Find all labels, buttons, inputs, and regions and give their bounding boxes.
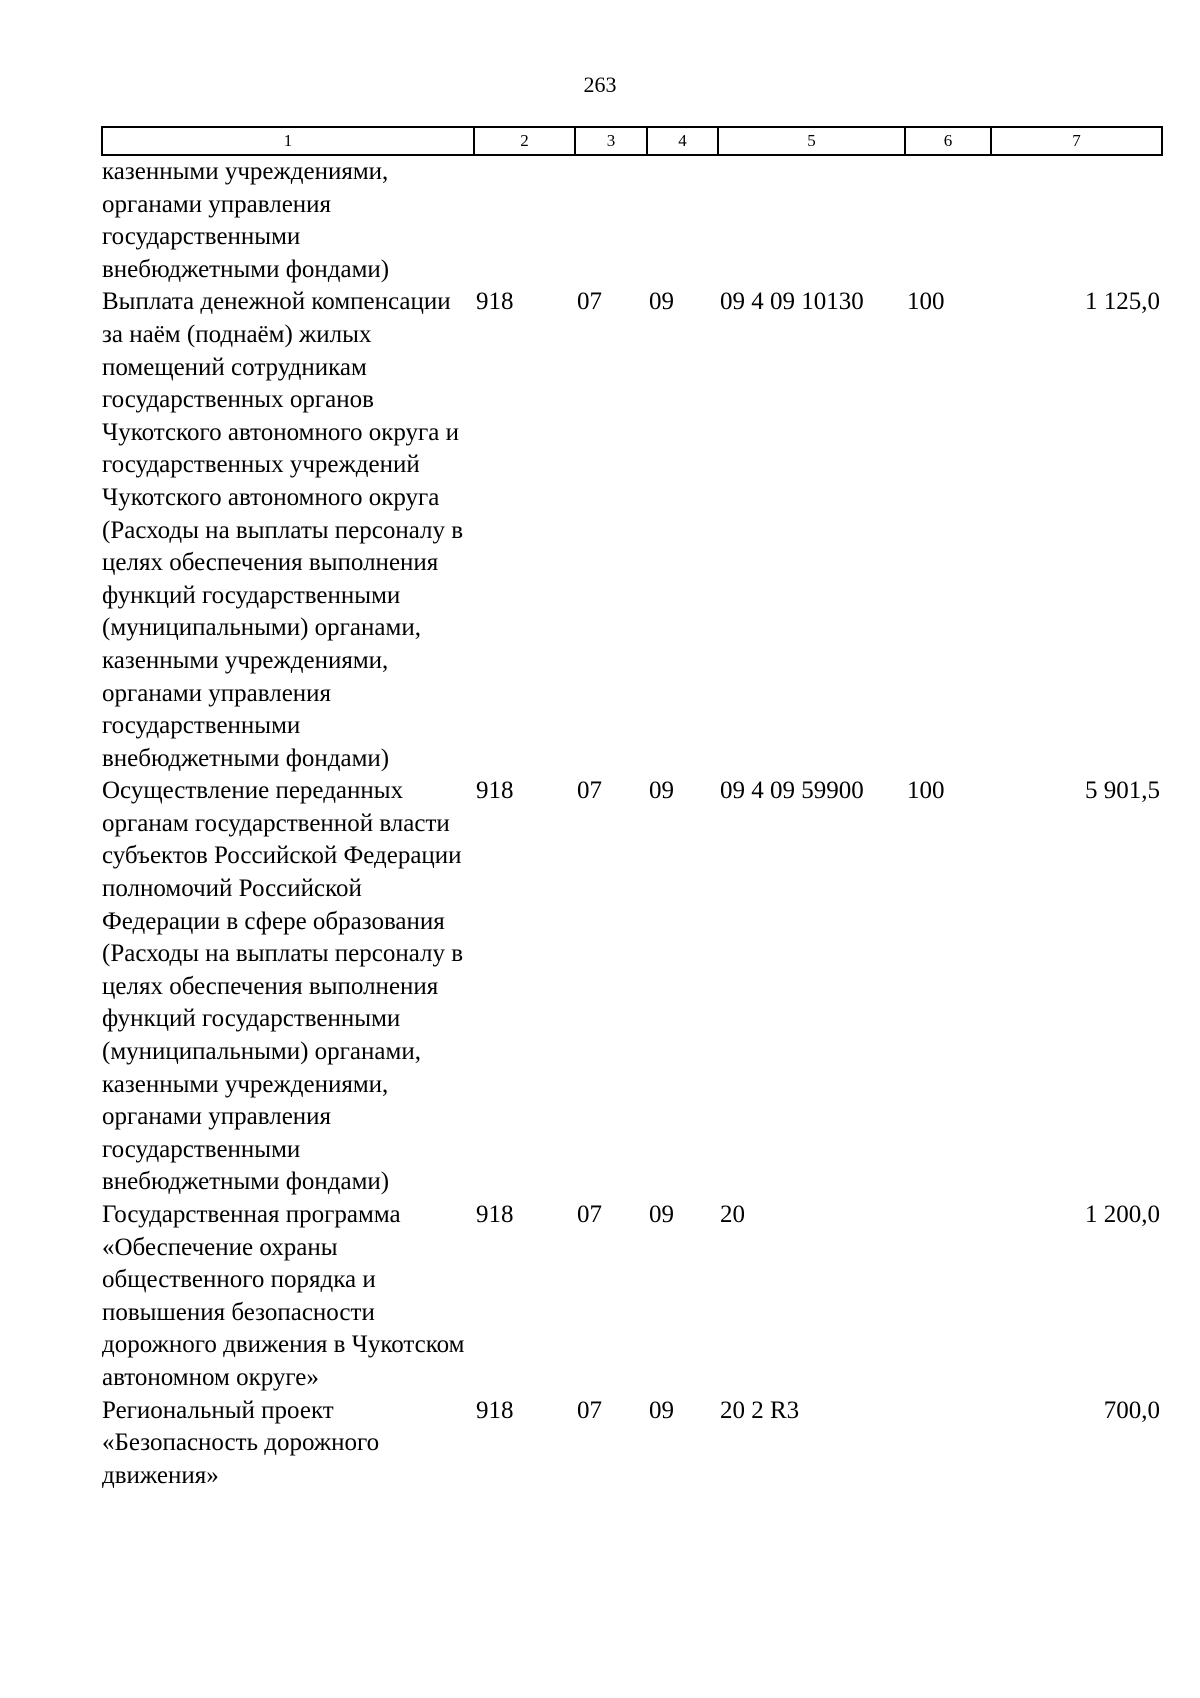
row-expense-type — [905, 1199, 991, 1395]
row-target-article: 20 2 R3 — [720, 1396, 800, 1424]
row-section-code: 07 — [577, 288, 602, 316]
row-description: Выплата денежной компенсации за наём (поднаём) жилых помещений сотрудникам государственных органов Чукотского автономного округа и государственных учреждений Чукотского автономного округа (Расходы на выплаты персоналу в целях обеспечения выполнения функций государственными (муниципальными) органами, казенными учреждениями, органами управления государственными внебюджетными фондами) — [102, 288, 464, 772]
row-section-code: 07 — [577, 1201, 602, 1228]
column-header-1: 1 — [102, 127, 474, 155]
row-target-article: 09 4 09 10130 — [720, 288, 864, 316]
column-header-7: 7 — [991, 127, 1162, 155]
row-section-code — [575, 155, 647, 286]
table-row — [102, 286, 1162, 775]
row-subsection-code: 09 — [649, 288, 674, 316]
table-header — [102, 127, 1162, 155]
row-target-article: 09 4 09 59900 — [720, 777, 864, 805]
table-row — [102, 1395, 1162, 1493]
row-subsection-code: 09 — [649, 777, 674, 805]
row-description: Государственная программа «Обеспечение охраны общественного порядка и повышения безопасности дорожного движения в Чукотском автономном округе» — [102, 1201, 465, 1391]
table-row — [102, 775, 1162, 1199]
row-subsection-code — [647, 155, 718, 286]
row-target-article: 20 — [720, 1201, 745, 1228]
column-header-3: 3 — [575, 127, 647, 155]
column-header-6: 6 — [905, 127, 991, 155]
budget-table — [101, 126, 1163, 1492]
row-expense-type — [905, 1395, 991, 1493]
row-subsection-code: 09 — [649, 1201, 674, 1228]
row-amount: 5 901,5 — [1085, 777, 1160, 805]
row-ministry-code — [474, 155, 575, 286]
row-expense-type: 100 — [907, 288, 945, 316]
page-number: 263 — [583, 72, 617, 97]
table-row — [102, 155, 1162, 286]
row-ministry-code: 918 — [476, 288, 514, 316]
row-amount: 1 200,0 — [1085, 1201, 1160, 1228]
row-amount: 1 125,0 — [1085, 288, 1160, 316]
row-section-code: 07 — [577, 777, 602, 805]
table-header-row — [102, 127, 1162, 155]
row-section-code: 07 — [577, 1396, 602, 1424]
row-amount — [991, 155, 1162, 286]
row-description: казенными учреждениями, органами управления государственными внебюджетными фондами) — [102, 158, 390, 283]
table-body — [102, 155, 1162, 1492]
row-description: Региональный проект «Безопасность дорожного движения» — [102, 1396, 380, 1489]
row-expense-type — [905, 155, 991, 286]
row-subsection-code: 09 — [649, 1396, 674, 1424]
row-ministry-code: 918 — [476, 1396, 514, 1424]
column-header-2: 2 — [474, 127, 575, 155]
column-header-4: 4 — [647, 127, 718, 155]
row-ministry-code: 918 — [476, 777, 514, 805]
column-header-5: 5 — [718, 127, 905, 155]
row-expense-type: 100 — [907, 777, 945, 805]
row-amount: 700,0 — [1103, 1396, 1160, 1424]
row-description: Осуществление переданных органам государственной власти субъектов Российской Федерации полномочий Российской Федерации в сфере образования (Расходы на выплаты персоналу в целях обеспечения выполнения функций государственными (муниципальными) органами, казенными учреждениями, органами управления государственными внебюджетными фондами) — [102, 777, 464, 1196]
row-target-article — [718, 155, 905, 286]
table-row — [102, 1199, 1162, 1395]
row-ministry-code: 918 — [476, 1201, 514, 1228]
